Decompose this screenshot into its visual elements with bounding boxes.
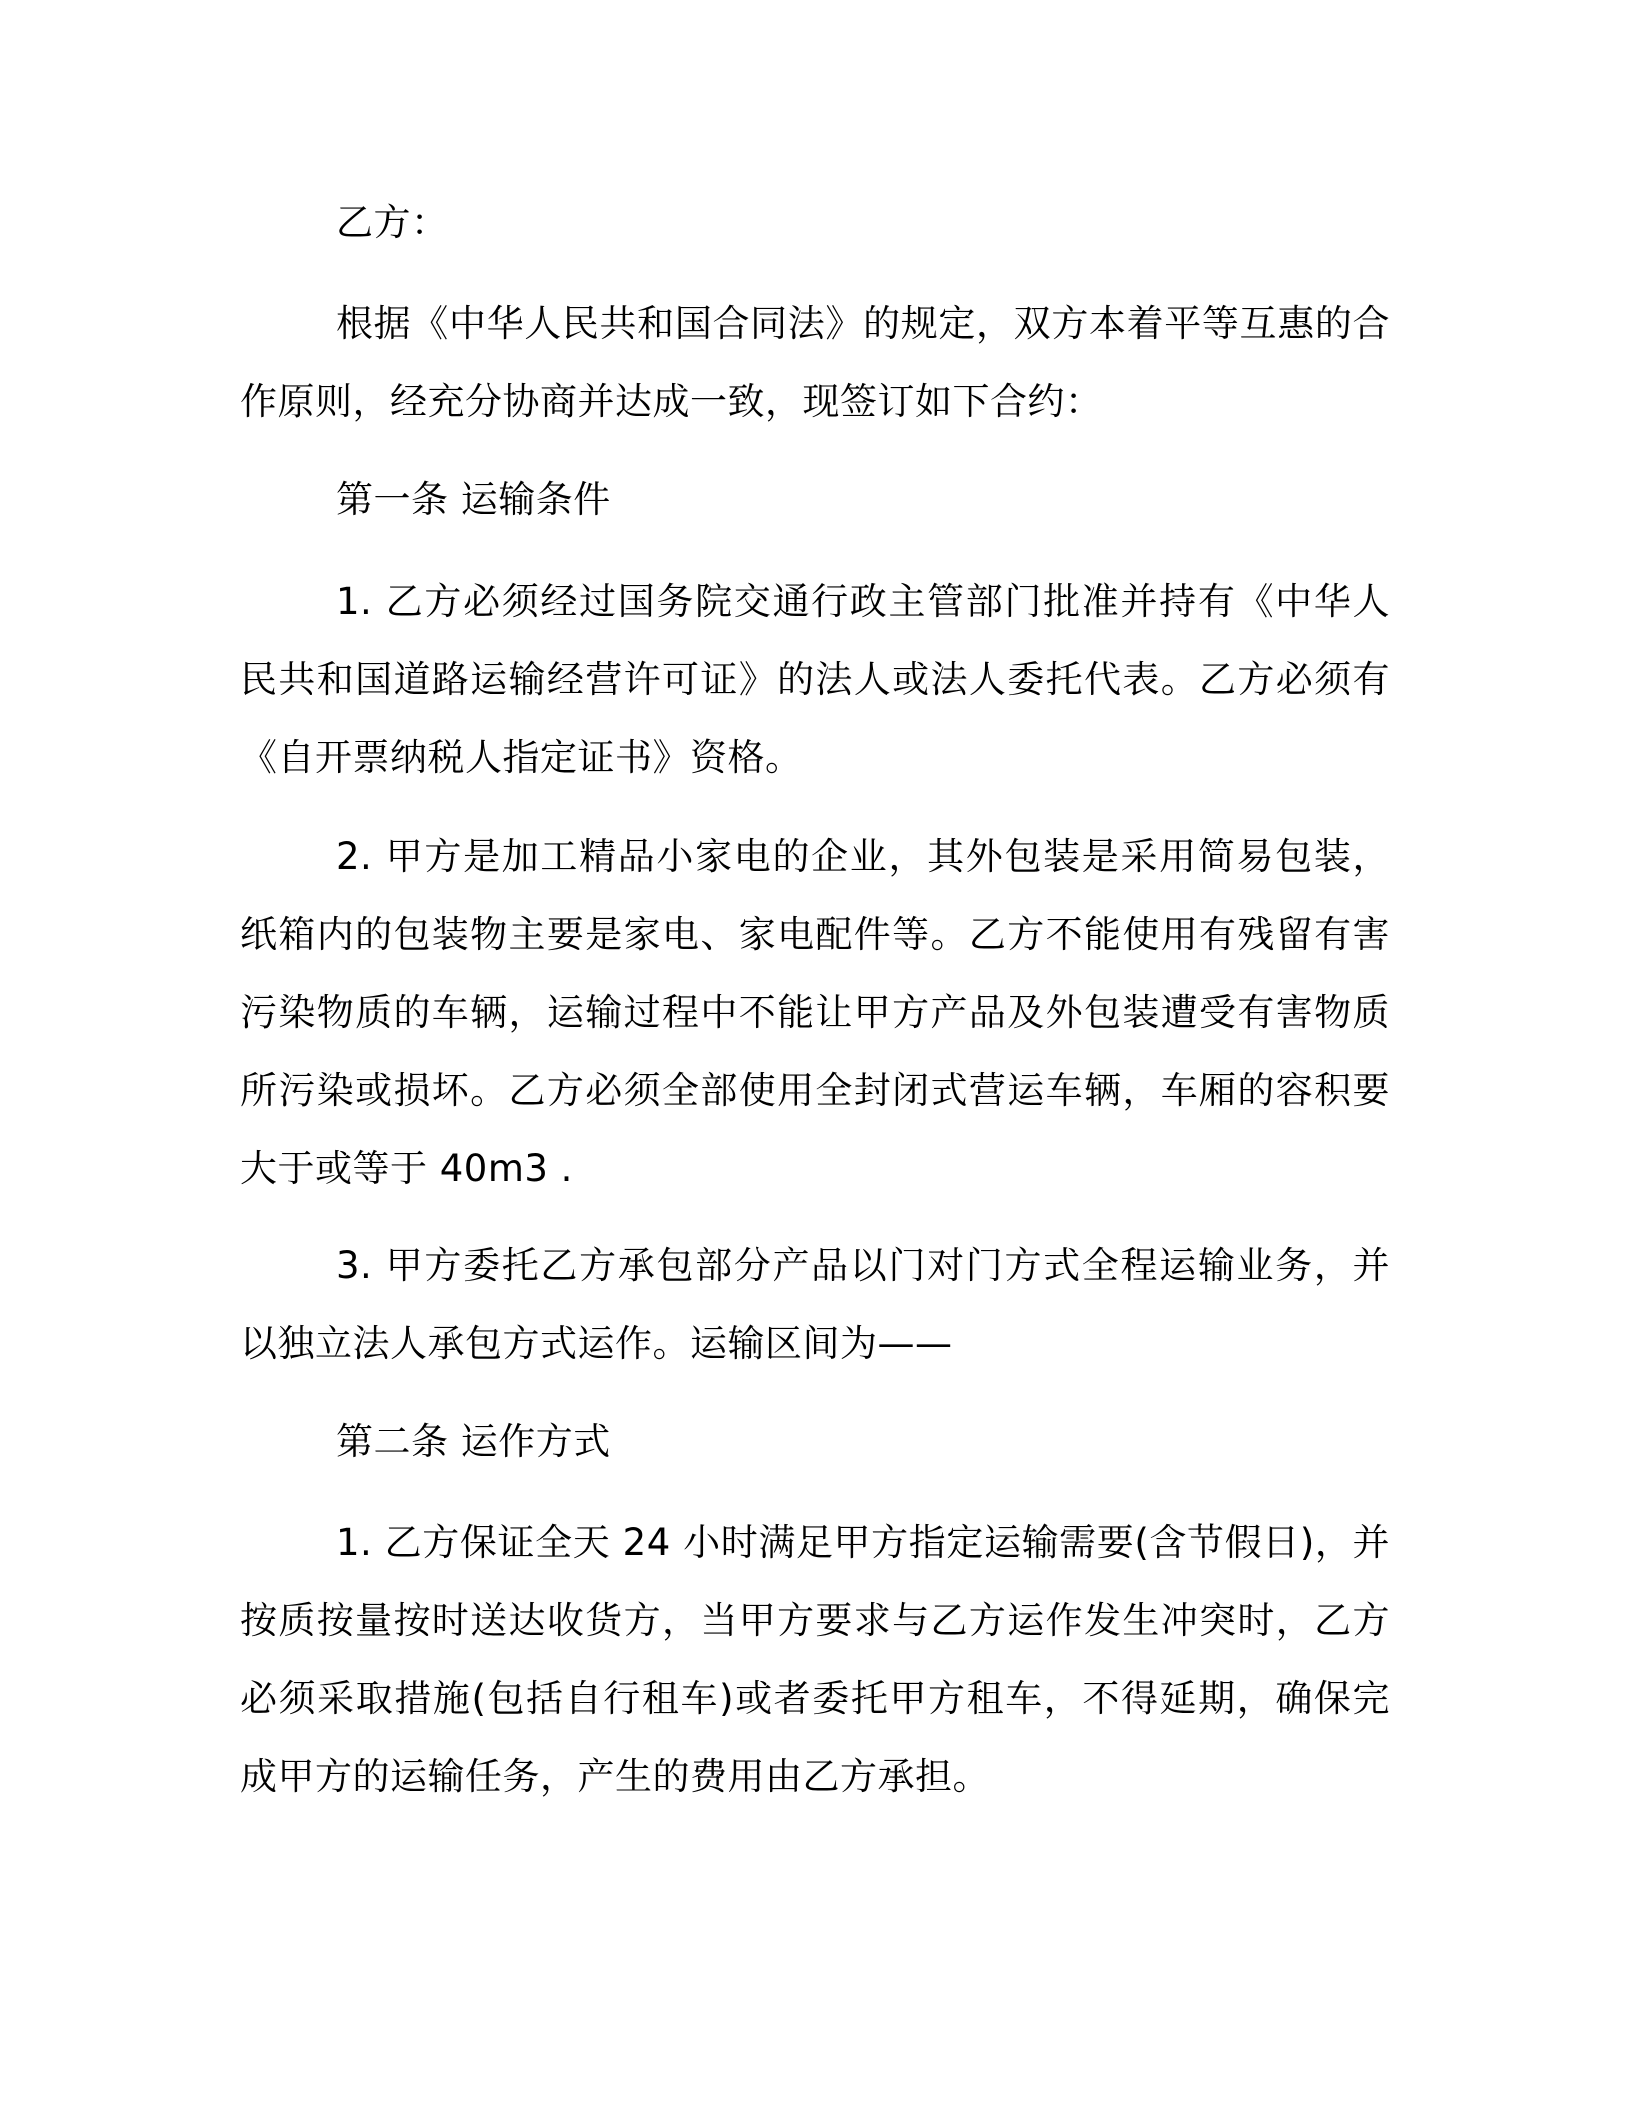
article-one-clause-3: 3. 甲方委托乙方承包部分产品以门对门方式全程运输业务，并以独立法人承包方式运作。运输区间为—— — [240, 1244, 1390, 1365]
article-two-heading: 第二条 运作方式 — [336, 1420, 611, 1463]
party-b-line: 乙方： — [336, 201, 449, 244]
article-one-clause-2: 2. 甲方是加工精品小家电的企业，其外包装是采用简易包装，纸箱内的包装物主要是家电、家电配件等。乙方不能使用有残留有害污染物质的车辆，运输过程中不能让甲方产品及外包装遭受有害物质所污染或损坏。乙方必须全部使用全封闭式营运车辆，车厢的容积要大于或等于 40m3 . — [240, 835, 1390, 1190]
preamble-paragraph: 根据《中华人民共和国合同法》的规定，双方本着平等互惠的合作原则，经充分协商并达成一致，现签订如下合约： — [240, 302, 1390, 423]
article-two-clause-1: 1. 乙方保证全天 24 小时满足甲方指定运输需要(含节假日)，并按质按量按时送达收货方，当甲方要求与乙方运作发生冲突时，乙方必须采取措施(包括自行租车)或者委托甲方租车，不得延期，确保完成甲方的运输任务，产生的费用由乙方承担。 — [240, 1521, 1390, 1798]
article-one-clause-1: 1. 乙方必须经过国务院交通行政主管部门批准并持有《中华人民共和国道路运输经营许可证》的法人或法人委托代表。乙方必须有《自开票纳税人指定证书》资格。 — [240, 580, 1390, 779]
article-one-heading: 第一条 运输条件 — [336, 478, 611, 521]
